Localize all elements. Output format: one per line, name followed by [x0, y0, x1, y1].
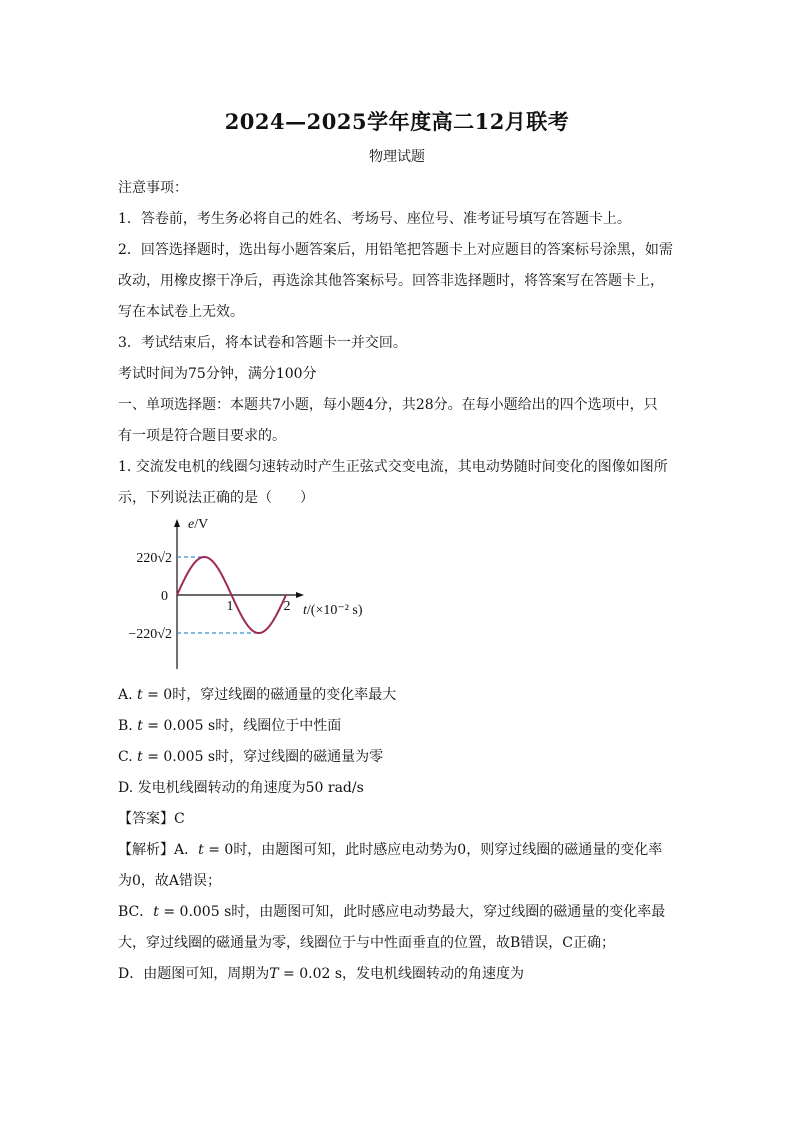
- exam-title: 2024—2025学年度高二12月联考: [224, 109, 570, 134]
- notice-item-1: 1．答卷前，考生务必将自己的姓名、考场号、座位号、准考证号填写在答题卡上。: [118, 211, 631, 227]
- analysis-line-4: 大，穿过线圈的磁通量为零，线圈位于与中性面垂直的位置，故B错误，C正确；: [118, 935, 615, 951]
- y-axis-arrow: [174, 519, 180, 527]
- option-b: B. t = 0.005 s时，线圈位于中性面: [118, 718, 342, 734]
- section-heading-line-1: 一、单项选择题：本题共7小题，每小题4分，共28分。在每小题给出的四个选项中，只: [118, 397, 658, 413]
- notice-item-2-line-3: 写在本试卷上无效。: [118, 304, 244, 320]
- x-axis-arrow: [296, 592, 304, 598]
- notice-heading: 注意事项：: [118, 180, 188, 196]
- y-max-label: 220√2: [136, 551, 172, 566]
- emf-time-graph: [110, 515, 380, 675]
- option-d: D. 发电机线圈转动的角速度为50 rad/s: [118, 780, 364, 796]
- option-a: A. t = 0时，穿过线圈的磁通量的变化率最大: [118, 687, 397, 703]
- section-heading-line-2: 有一项是符合题目要求的。: [118, 428, 286, 444]
- y-min-label: −220√2: [128, 627, 172, 642]
- analysis-line-5: D．由题图可知，周期为T = 0.02 s，发电机线圈转动的角速度为: [118, 966, 525, 982]
- notice-item-3: 3．考试结束后，将本试卷和答题卡一并交回。: [118, 335, 407, 351]
- notice-item-2-line-1: 2．回答选择题时，选出每小题答案后，用铅笔把答题卡上对应题目的答案标号涂黑，如需: [118, 242, 673, 258]
- question-1-stem-line-1: 1. 交流发电机的线圈匀速转动时产生正弦式交变电流，其电动势随时间变化的图像如图所: [118, 459, 668, 475]
- analysis-line-1: 【解析】A．t = 0时，由题图可知，此时感应电动势为0，则穿过线圈的磁通量的变化率: [118, 842, 663, 858]
- x-axis-label: t/(×10⁻² s): [303, 603, 363, 618]
- analysis-line-2: 为0，故A错误；: [118, 873, 222, 889]
- answer: 【答案】C: [118, 811, 185, 827]
- y-axis-label: e/V: [188, 517, 209, 532]
- exam-subtitle: 物理试题: [369, 149, 425, 165]
- x-tick-label-1: 1: [226, 599, 234, 614]
- exam-time: 考试时间为75分钟，满分100分: [118, 366, 317, 382]
- analysis-line-3: BC．t = 0.005 s时，由题图可知，此时感应电动势最大，穿过线圈的磁通量的变化率最: [118, 904, 666, 920]
- x-tick-label-2: 2: [283, 599, 291, 614]
- notice-item-2-line-2: 改动，用橡皮擦干净后，再选涂其他答案标号。回答非选择题时，将答案写在答题卡上，: [118, 273, 664, 289]
- origin-label: 0: [161, 589, 168, 604]
- option-c: C. t = 0.005 s时，穿过线圈的磁通量为零: [118, 749, 384, 765]
- question-1-stem-line-2: 示，下列说法正确的是（ ）: [118, 490, 314, 506]
